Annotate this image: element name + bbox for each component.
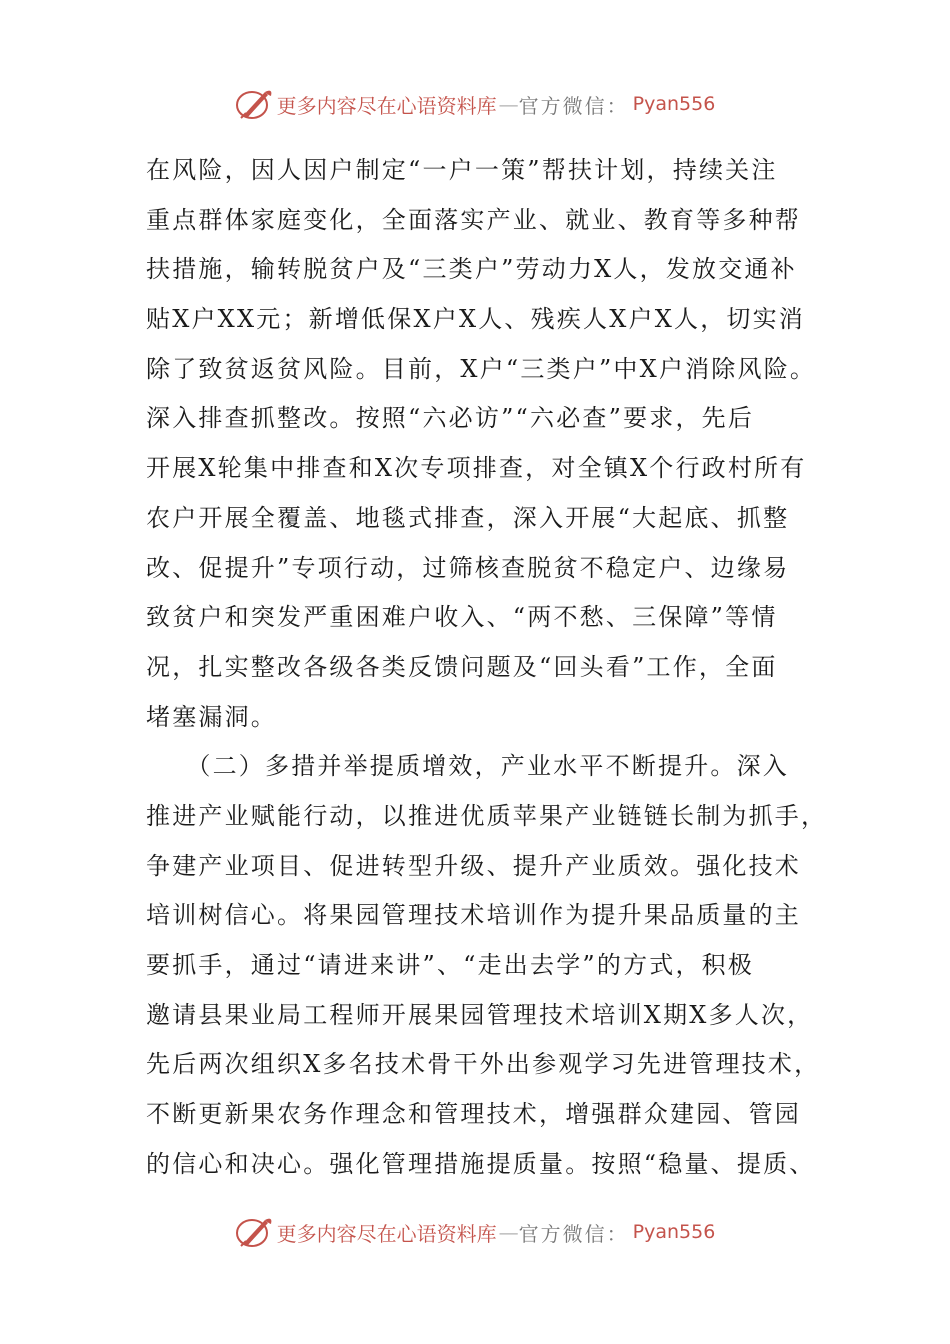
banner-library-text: 更多内容尽在心语资料库: [276, 93, 497, 118]
body-line: 争建产业项目、促进转型升级、提升产业质效。强化技术: [146, 851, 801, 880]
body-line: 除了致贫返贫风险。目前，X户“三类户”中X户消除风险。: [146, 354, 817, 383]
body-line: 培训树信心。将果园管理技术培训作为提升果品质量的主: [146, 901, 801, 930]
body-line: （二）多措并举提质增效，产业水平不断提升。深入: [146, 752, 789, 781]
banner-wechat-label: 官方微信：: [518, 93, 629, 118]
body-line: 不断更新果农务作理念和管理技术，增强群众建园、管园: [146, 1100, 801, 1129]
banner-wechat-label: 官方微信：: [518, 1221, 629, 1246]
banner-wechat-id: Pyan556: [632, 1221, 716, 1243]
body-line: 深入排查抓整改。按照“六必访”“六必查”要求，先后: [146, 404, 755, 433]
banner-library-text: 更多内容尽在心语资料库: [276, 1221, 497, 1246]
body-line: 堵塞漏洞。: [146, 702, 277, 731]
quill-logo-icon: [235, 86, 275, 122]
banner-separator: —: [498, 92, 517, 116]
body-line: 要抓手，通过“请进来讲”、“走出去学”的方式，积极: [146, 951, 755, 979]
banner-separator: —: [498, 1220, 517, 1244]
body-line: 况，扎实整改各级各类反馈问题及“回头看”工作，全面: [146, 652, 778, 681]
body-line: 农户开展全覆盖、地毯式排查，深入开展“大起底、抓整: [146, 503, 790, 532]
body-line: 邀请县果业局工程师开展果园管理技术培训X期X多人次，: [146, 1000, 814, 1029]
body-line: 扶措施，输转脱贫户及“三类户”劳动力X人，发放交通补: [146, 255, 797, 284]
document-body: [146, 146, 836, 1189]
body-line: 重点群体家庭变化，全面落实产业、就业、教育等多种帮: [146, 205, 801, 234]
footer-banner: [0, 1212, 950, 1252]
body-line: 贴X户XX元；新增低保X户X人、残疾人X户X人，切实消: [146, 305, 805, 334]
body-line: 致贫户和突发严重困难户收入、“两不愁、三保障”等情: [146, 603, 778, 632]
body-line: 在风险，因人因户制定“一户一策”帮扶计划，持续关注: [146, 156, 778, 184]
body-line: 先后两次组织X多名技术骨干外出参观学习先进管理技术，: [146, 1050, 821, 1079]
body-line: 推进产业赋能行动，以推进优质苹果产业链链长制为抓手，: [146, 801, 828, 830]
body-line: 的信心和决心。强化管理措施提质量。按照“稳量、提质、: [146, 1149, 816, 1178]
quill-logo-icon: [235, 1214, 275, 1250]
header-banner: [0, 84, 950, 124]
body-line: 改、促提升”专项行动，过筛核查脱贫不稳定户、边缘易: [146, 553, 790, 582]
body-line: 开展X轮集中排查和X次专项排查，对全镇X个行政村所有: [146, 454, 807, 483]
banner-wechat-id: Pyan556: [632, 93, 716, 115]
